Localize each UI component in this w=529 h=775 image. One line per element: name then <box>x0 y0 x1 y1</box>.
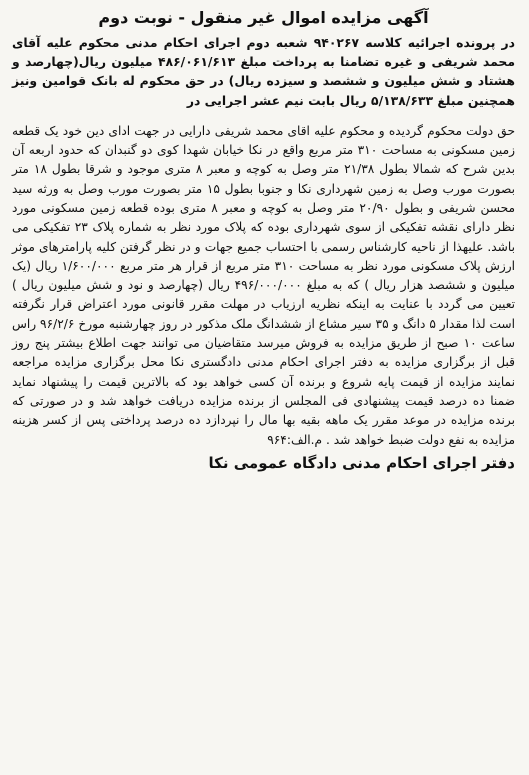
notice-intro: در پرونده اجرائیه کلاسه ۹۴۰۲۶۷ شعبه دوم اجرای احکام مدنی محکوم علیه آقای محمد شریفی و غیره تضامنا به پرداخت مبلغ ۴۸۶/۰۶۱/۶۱۳ میلیون ریال(چهارصد و هشتاد و شش میلیون و ششصد و سیزده ریال) در حق محکوم له بانک قوامین ونیز همچنین مبلغ ۵/۱۳۸/۶۳۳ ریال بابت نیم عشر اجرایی در <box>12 35 515 108</box>
notice-body: حق دولت محکوم گردیده و محکوم علیه اقای محمد شریفی دارایی در جهت ادای دین خود یک قطعه زمین مسکونی به مساحت ۳۱۰ متر مربع واقع در نکا خیابان شهدا کوی دو گنبدان که حدود اربعه آن بدین شرح که شمالا بطول ۲۱/۳۸ متر وصل به کوچه و معبر ۸ متری موجود و شرقا بطول ۱۸ متر بصورت مورب وصل به زمین شهرداری نکا و جنوبا بطول ۱۵ متر بصورت مورب وصل به ورثه سید محسن شریفی و بطول ۲۰/۹۰ متر وصل به کوچه و معبر ۸ متری بوده قطعه زمین مسکونی مورد نظر دارای نقشه تفکیکی از سوی شهرداری بوده که پلاک مورد نظر به شماره پلاک ۲۳ تفکیکی می باشد. علیهذا از ناحیه کارشناس رسمی با احتساب جمیع جهات و در نظر گرفتن کلیه پارامترهای موثر ارزش پلاک مسکونی مورد نظر به مساحت ۳۱۰ متر مربع از قرار هر متر مربع ۱/۶۰۰/۰۰۰ ریال (یک میلیون و ششصد هزار ریال ) که به مبلغ ۴۹۶/۰۰۰/۰۰۰ ریال (چهارصد و نود و شش میلیون ریال ) تعیین می گردد با عنایت به اینکه نظریه ارزیاب در مهلت مقرر قانونی مورد اعتراض قرار نگرفته است لذا مقدار ۵ دانگ و ۳۵ سیر مشاع از ششدانگ ملک مذکور در روز چهارشنبه مورخ ۹۶/۲/۶ راس ساعت ۱۰ صبح از طریق مزایده به فروش میرسد متقاضیان می توانند جهت اطلاع بیشتر پنج روز قبل از برگزاری مزایده به دفتر اجرای احکام مدنی دادگستری نکا محل برگزاری مزایده مراجعه نمایند مزایده از قیمت پایه شروع و برنده آن کسی خواهد بود که بالاترین قیمت را پیشنهاد نماید ضمنا ده درصد قیمت پیشنهادی فی المجلس از برنده مزایده دریافت خواهد شد و در صورتی که برنده مزایده در موعد مقرر یک ماهه بقیه بها مال را نپردازد ده درصد پرداختی پس از کسر هزینه مزایده به نفع دولت ضبط خواهد شد . م.الف:۹۶۴ <box>12 123 516 447</box>
notice-signature: دفتر اجرای احکام مدنی دادگاه عمومی نکا <box>208 453 515 472</box>
notice-title: آگهی مزایده اموال غیر منقول - نوبت دوم <box>98 8 429 27</box>
